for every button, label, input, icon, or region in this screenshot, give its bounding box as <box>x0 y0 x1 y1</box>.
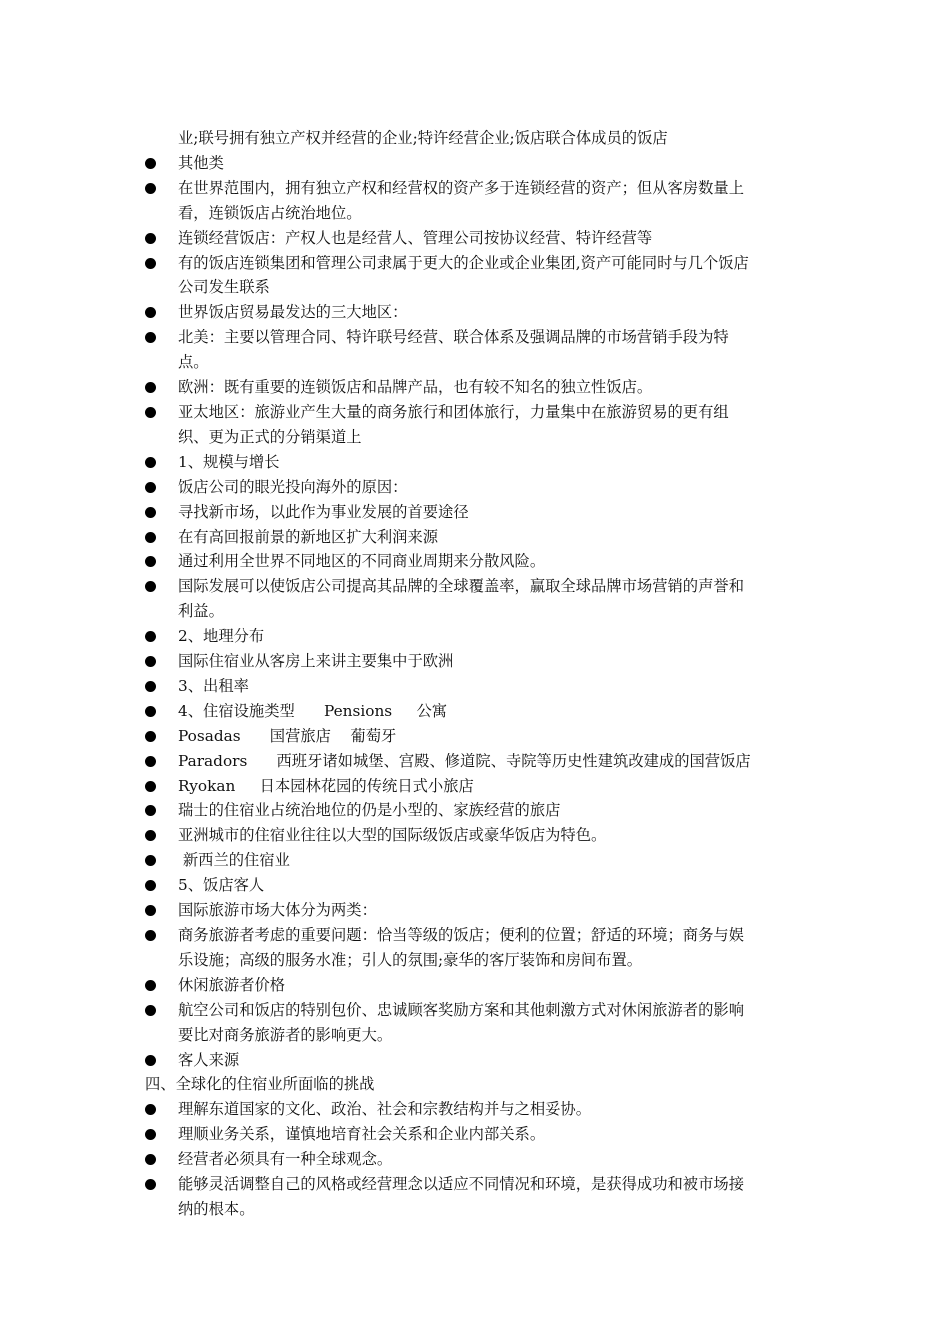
line-text: Ryokan 日本园林花园的传统日式小旅店 <box>178 776 474 795</box>
line-text: 世界饭店贸易最发达的三大地区： <box>178 303 408 322</box>
bullet-icon <box>145 656 156 667</box>
bullet-icon <box>145 1005 156 1016</box>
bullet-icon <box>145 930 156 941</box>
line-text: 看，连锁饭店占统治地位。 <box>178 203 362 222</box>
line-text: 欧洲：既有重要的连锁饭店和品牌产品，也有较不知名的独立性饭店。 <box>178 378 653 397</box>
bullet-icon <box>145 905 156 916</box>
bullet-item <box>145 898 810 923</box>
bullet-item <box>145 1172 810 1197</box>
bullet-item <box>145 848 810 873</box>
line-text: 北美：主要以管理合同、特许联号经营、联合体系及强调品牌的市场营销手段为特 <box>178 328 729 347</box>
bullet-item <box>145 574 810 599</box>
line-text: 亚洲城市的住宿业往往以大型的国际级饭店或豪华饭店为特色。 <box>178 826 607 845</box>
bullet-item <box>145 699 810 724</box>
line-text: 业;联号拥有独立产权并经营的企业;特许经营企业;饭店联合体成员的饭店 <box>178 129 668 147</box>
bullet-icon <box>145 880 156 891</box>
line-text: 瑞士的住宿业占统治地位的仍是小型的、家族经营的旅店 <box>178 801 561 820</box>
line-text: Paradors 西班牙诸如城堡、宫殿、修道院、寺院等历史性建筑改建成的国营饭店 <box>178 751 751 770</box>
line-text: 有的饭店连锁集团和管理公司隶属于更大的企业或企业集团,资产可能同时与几个饭店 <box>178 253 749 272</box>
line-text: 连锁经营饭店：产权人也是经营人、管理公司按协议经营、特许经营等 <box>178 228 653 247</box>
bullet-icon <box>145 183 156 194</box>
bullet-icon <box>145 307 156 318</box>
line-text: 公司发生联系 <box>178 278 270 297</box>
bullet-icon <box>145 457 156 468</box>
bullet-icon <box>145 407 156 418</box>
continuation-line <box>145 126 810 151</box>
line-text: 织、更为正式的分销渠道上 <box>178 427 362 446</box>
continuation-line <box>145 350 810 375</box>
continuation-line <box>145 201 810 226</box>
bullet-item <box>145 998 810 1023</box>
line-text: 能够灵活调整自己的风格或经营理念以适应不同情况和环境，是获得成功和被市场接 <box>178 1175 744 1194</box>
bullet-icon <box>145 1129 156 1140</box>
bullet-item <box>145 774 810 799</box>
line-text: 寻找新市场，以此作为事业发展的首要途径 <box>178 502 469 521</box>
line-text: 要比对商务旅游者的影响更大。 <box>178 1025 393 1044</box>
bullet-icon <box>145 781 156 792</box>
bullet-item <box>145 649 810 674</box>
continuation-line <box>145 1023 810 1048</box>
line-text: 理解东道国家的文化、政治、社会和宗教结构并与之相妥协。 <box>178 1100 592 1119</box>
bullet-item <box>145 923 810 948</box>
line-text: 理顺业务关系，谨慎地培育社会关系和企业内部关系。 <box>178 1125 546 1144</box>
bullet-icon <box>145 507 156 518</box>
bullet-icon <box>145 1104 156 1115</box>
bullet-icon <box>145 681 156 692</box>
bullet-item <box>145 798 810 823</box>
line-text: 国际住宿业从客房上来讲主要集中于欧洲 <box>178 652 454 671</box>
line-text: 2、地理分布 <box>178 627 265 646</box>
continuation-line <box>145 1197 810 1222</box>
bullet-item <box>145 151 810 176</box>
line-text: 利益。 <box>178 602 224 621</box>
line-text: 其他类 <box>178 153 224 172</box>
bullet-item <box>145 500 810 525</box>
bullet-item <box>145 1147 810 1172</box>
bullet-icon <box>145 830 156 841</box>
bullet-item <box>145 176 810 201</box>
bullet-icon <box>145 556 156 567</box>
line-text: 点。 <box>178 353 209 372</box>
bullet-item <box>145 549 810 574</box>
bullet-icon <box>145 756 156 767</box>
bullet-item <box>145 1097 810 1122</box>
bullet-icon <box>145 805 156 816</box>
bullet-item <box>145 450 810 475</box>
bullet-item <box>145 674 810 699</box>
bullet-item <box>145 251 810 276</box>
bullet-item <box>145 624 810 649</box>
bullet-item <box>145 1048 810 1073</box>
line-text: 饭店公司的眼光投向海外的原因： <box>178 477 408 496</box>
line-text: 四、全球化的住宿业所面临的挑战 <box>145 1075 375 1094</box>
bullet-icon <box>145 581 156 592</box>
bullet-icon <box>145 258 156 269</box>
line-text: 亚太地区：旅游业产生大量的商务旅行和团体旅行，力量集中在旅游贸易的更有组 <box>178 402 729 421</box>
line-text: 休闲旅游者价格 <box>178 975 286 994</box>
bullet-icon <box>145 980 156 991</box>
line-text: 在世界范围内，拥有独立产权和经营权的资产多于连锁经营的资产；但从客房数量上 <box>178 178 744 197</box>
bullet-icon <box>145 382 156 393</box>
bullet-icon <box>145 631 156 642</box>
line-text: 纳的根本。 <box>178 1199 255 1218</box>
section-heading <box>145 1072 810 1097</box>
line-text: Posadas 国营旅店 葡萄牙 <box>178 726 397 745</box>
bullet-item <box>145 325 810 350</box>
line-text: 4、住宿设施类型 Pensions 公寓 <box>178 701 448 720</box>
line-text: 国际发展可以使饭店公司提高其品牌的全球覆盖率，赢取全球品牌市场营销的声誉和 <box>178 577 744 596</box>
bullet-icon <box>145 158 156 169</box>
bullet-item <box>145 226 810 251</box>
line-text: 3、出租率 <box>178 676 249 695</box>
document-body <box>145 126 810 1222</box>
line-text: 客人来源 <box>178 1050 240 1069</box>
bullet-icon <box>145 332 156 343</box>
line-text: 在有高回报前景的新地区扩大利润来源 <box>178 527 439 546</box>
bullet-item <box>145 973 810 998</box>
line-text: 航空公司和饭店的特别包价、忠诚顾客奖励方案和其他刺激方式对休闲旅游者的影响 <box>178 1000 744 1019</box>
line-text: 1、规模与增长 <box>178 452 280 471</box>
bullet-item <box>145 375 810 400</box>
bullet-item <box>145 724 810 749</box>
bullet-icon <box>145 532 156 543</box>
bullet-item <box>145 1122 810 1147</box>
line-text: 新西兰的住宿业 <box>178 851 290 870</box>
bullet-item <box>145 400 810 425</box>
bullet-icon <box>145 233 156 244</box>
bullet-icon <box>145 1055 156 1066</box>
continuation-line <box>145 599 810 624</box>
bullet-icon <box>145 1179 156 1190</box>
line-text: 国际旅游市场大体分为两类： <box>178 901 377 920</box>
bullet-item <box>145 525 810 550</box>
bullet-icon <box>145 1154 156 1165</box>
line-text: 乐设施；高级的服务水准；引人的氛围;豪华的客厅装饰和房间布置。 <box>178 950 643 969</box>
bullet-item <box>145 873 810 898</box>
continuation-line <box>145 948 810 973</box>
bullet-icon <box>145 855 156 866</box>
bullet-icon <box>145 482 156 493</box>
bullet-item <box>145 823 810 848</box>
line-text: 商务旅游者考虑的重要问题：恰当等级的饭店；便利的位置；舒适的环境；商务与娱 <box>178 926 744 944</box>
continuation-line <box>145 275 810 300</box>
bullet-item <box>145 475 810 500</box>
line-text: 经营者必须具有一种全球观念。 <box>178 1150 393 1169</box>
continuation-line <box>145 425 810 450</box>
bullet-item <box>145 300 810 325</box>
line-text: 5、饭店客人 <box>178 876 265 895</box>
bullet-item <box>145 749 810 774</box>
bullet-icon <box>145 731 156 742</box>
line-text: 通过利用全世界不同地区的不同商业周期来分散风险。 <box>178 552 546 571</box>
bullet-icon <box>145 706 156 717</box>
